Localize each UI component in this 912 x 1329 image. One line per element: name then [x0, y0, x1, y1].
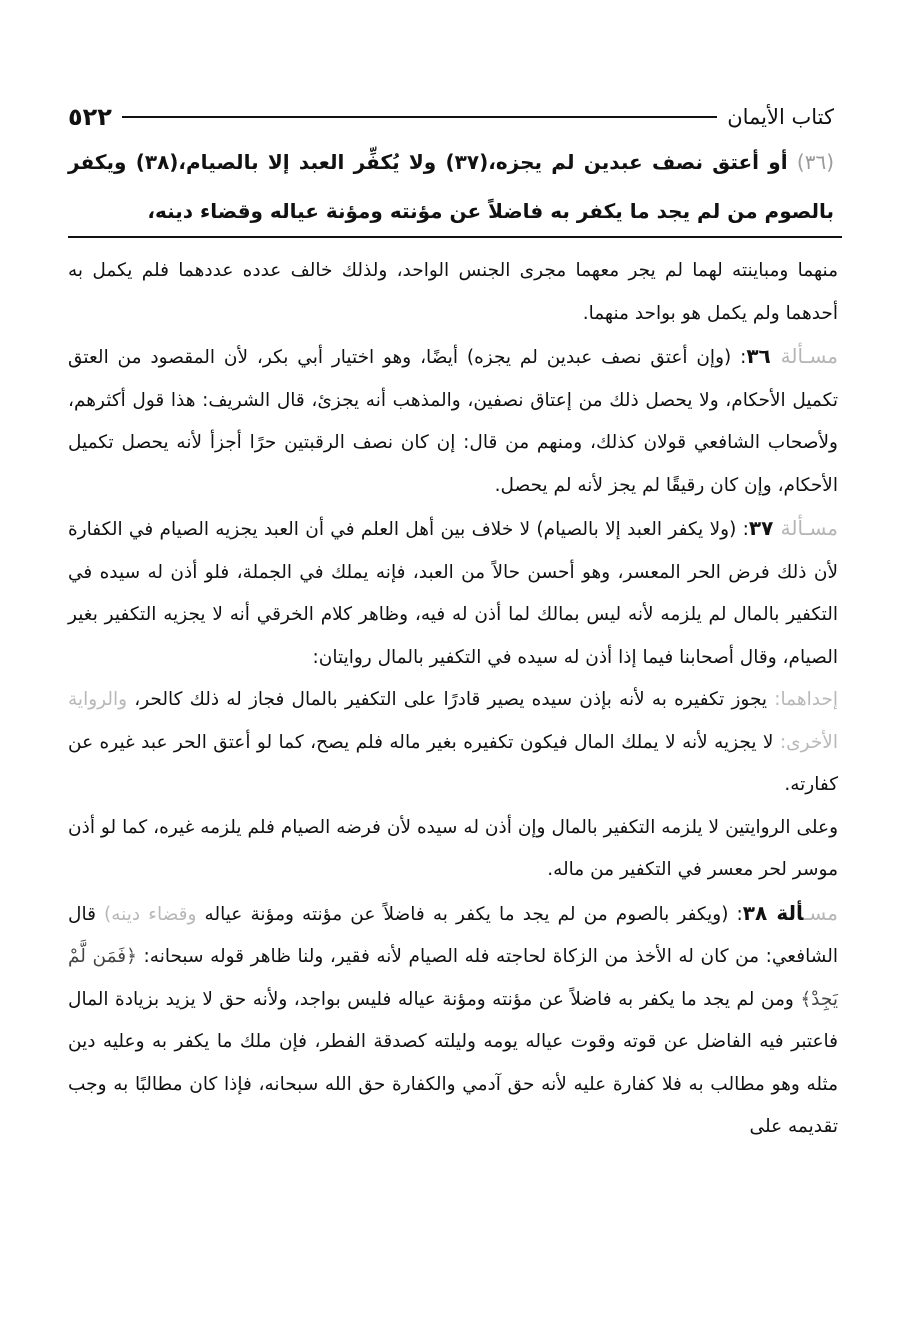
masala-38-paragraph: [68, 892, 838, 1149]
page-number: ٥٢٢: [68, 103, 112, 131]
riwaya-2-label: والرواية الأخرى:: [68, 689, 838, 753]
masala-36-label: [746, 344, 838, 368]
masala-38-faded-end: وقضاء دينه): [104, 903, 197, 925]
riwaya-1-text: يجوز تكفيره به لأنه بإذن سيده يصير قادرًا على التكفير بالمال فجاز له ذلك كالحر،: [127, 689, 775, 710]
matn-number-37: (٣٧): [445, 150, 489, 174]
matn-number-38: (٣٨): [135, 150, 179, 174]
masala-38-faded-prefix: مسـ: [803, 900, 838, 925]
masala-38-text-3: ومن لم يجد ما يكفر به فاضلاً عن مؤنته ومؤنة عياله فليس بواجد، ولأنه حق لا يزيد بزيادة المال فاعتبر فيه الفاضل عن قوته وقوت عياله يومه وليلته كصدقة الفطر، فإن ملك ما يكفر به وعليه دين مثله وهو مطالب به فلا كفارة عليه لأنه حق آدمي والكفارة حق الله سبحانه، فإذا كان مطالبًا به وجب تقديمه على: [68, 988, 838, 1137]
page-header: [68, 100, 834, 134]
masala-36-faded-word: مسـألة: [780, 344, 838, 368]
masala-36-number: ٣٦: [746, 344, 781, 368]
masala-37-number: ٣٧: [748, 516, 781, 540]
commentary: [68, 250, 838, 1149]
matn-text: [68, 138, 834, 236]
matn-segment-36: أو أعتق نصف عبدين لم يجزه،: [488, 150, 797, 174]
matn-divider: [68, 236, 842, 238]
quran-verse: ﴿فَمَن لَّمْ يَجِدْ﴾: [68, 946, 838, 1010]
matn-segment-38: ويكفر بالصوم من لم يجد ما يكفر به فاضلاً عن مؤنته ومؤنة عياله وقضاء دينه،: [68, 150, 834, 223]
masala-37-faded-word: مسـألة: [780, 516, 838, 540]
riwayat-paragraph: [68, 679, 838, 807]
header-rule: [122, 116, 717, 118]
masala-38-text-2: قال الشافعي: من كان له الأخذ من الزكاة لحاجته فله الصيام لأنه فقير، ولنا ظاهر قوله سبحانه:: [68, 903, 838, 967]
commentary-paragraph: منهما ومباينته لهما لم يجر معهما مجرى الجنس الواحد، ولذلك خالف عدده عددهما فلم يكمل به أحدهما ولم يكمل هو بواحد منهما.: [68, 260, 838, 324]
riwaya-2-text: لا يجزيه لأنه لا يملك المال فيكون تكفيره بغير ماله فلم يصح، كما لو أعتق الحر عبد غيره عن كفارته.: [68, 731, 838, 795]
masala-37-paragraph: [68, 507, 838, 679]
masala-37-text: : (ولا يكفر العبد إلا بالصيام) لا خلاف بين أهل العلم في أن العبد يجزيه الصيام في الكفارة لأن ذلك فرض الحر المعسر، وهو أحسن حالاً من العبد، فإنه يملك في الجملة، فلو أذن له سيده في التكفير بالمال لم يلزمه لأنه ليس بمالك لما أذن له فيه، وظاهر كلام الخرقي أنه لا يجزيه التكفير بغير الصيام، وقال أصحابنا فيما إذا أذن له سيده في التكفير بالمال روايتان:: [68, 519, 838, 668]
matn-segment-37: ولا يُكفِّر العبد إلا بالصيام،: [178, 150, 446, 174]
masala-38-label: [743, 901, 838, 925]
masala-36-text: : (وإن أعتق نصف عبدين لم يجزه) أيضًا، وهو اختيار أبي بكر، لأن المقصود من العتق تكميل الأحكام، ولا يحصل ذلك من إعتاق نصفين، والمذهب أنه يجزئ، قال الشريف: هذا قول أكثرهم، ولأصحاب الشافعي قولان كذلك، ومنهم من قال: إن كان نصف الرقبتين حرًا أجزأ لأنه يحصل تكميل الأحكام، وإن كان رقيقًا لم يجز لأنه لم يحصل.: [68, 347, 838, 496]
matn-number-36: (٣٦): [796, 150, 835, 174]
riwaya-1-label: إحداهما:: [774, 689, 838, 710]
masala-38-number: ألة ٣٨: [742, 900, 804, 925]
book-title: كتاب الأيمان: [727, 105, 834, 129]
both-riwayat-paragraph: وعلى الروايتين لا يلزمه التكفير بالمال وإن أذن له سيده لأن فرضه الصيام فلم يلزمه غيره، كما لو أذن موسر لحر معسر في التكفير من ماله.: [68, 816, 838, 880]
masala-38-text: : (ويكفر بالصوم من لم يجد ما يكفر به فاضلاً عن مؤنته ومؤنة عياله: [196, 903, 743, 925]
masala-37-label: [749, 516, 838, 540]
masala-36-paragraph: [68, 335, 838, 507]
